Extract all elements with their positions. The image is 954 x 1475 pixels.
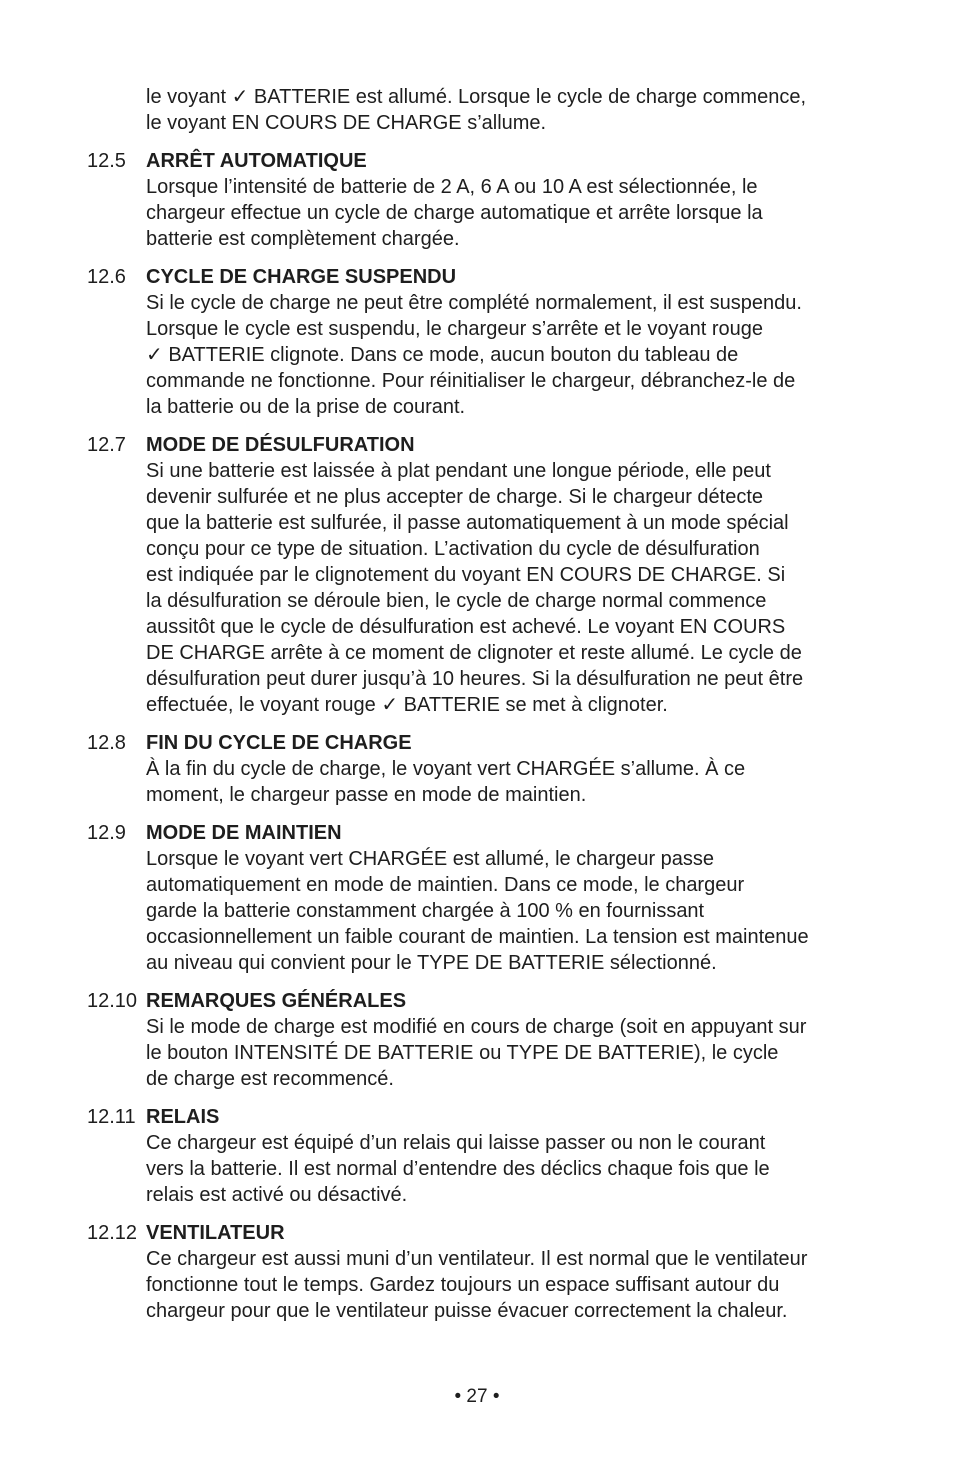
- section-text-line: relais est activé ou désactivé.: [146, 1184, 408, 1206]
- section-text-line: ✓ BATTERIE clignote. Dans ce mode, aucun bouton du tableau de: [146, 344, 739, 366]
- section-text-line: aussitôt que le cycle de désulfuration est achevé. Le voyant EN COURS: [146, 616, 786, 638]
- section-text-line: le bouton INTENSITÉ DE BATTERIE ou TYPE DE BATTERIE), le cycle: [146, 1042, 779, 1064]
- section-text-line: Lorsque le cycle est suspendu, le chargeur s’arrête et le voyant rouge: [146, 318, 764, 340]
- section-text-line: À la fin du cycle de charge, le voyant vert CHARGÉE s’allume. À ce: [146, 758, 746, 780]
- section-title: MODE DE DÉSULFURATION: [146, 434, 415, 456]
- section-title: FIN DU CYCLE DE CHARGE: [146, 732, 412, 754]
- section: [87, 264, 877, 420]
- section-text-line: moment, le chargeur passe en mode de maintien.: [146, 784, 587, 806]
- section-title: MODE DE MAINTIEN: [146, 822, 342, 844]
- section-text-line: vers la batterie. Il est normal d’entendre des déclics chaque fois que le: [146, 1158, 770, 1180]
- section-number: 12.10: [87, 990, 138, 1012]
- intro-line: le voyant EN COURS DE CHARGE s’allume.: [146, 112, 547, 134]
- section-content: [146, 432, 877, 718]
- section: [87, 730, 877, 808]
- section-content: [146, 148, 877, 252]
- section-text-line: automatiquement en mode de maintien. Dans ce mode, le chargeur: [146, 874, 745, 896]
- section-text-line: Si une batterie est laissée à plat pendant une longue période, elle peut: [146, 460, 771, 482]
- section-text-line: chargeur effectue un cycle de charge automatique et arrête lorsque la: [146, 202, 763, 224]
- section-text-line: est indiquée par le clignotement du voyant EN COURS DE CHARGE. Si: [146, 564, 786, 586]
- section: [87, 820, 877, 976]
- section-title: RELAIS: [146, 1106, 220, 1128]
- section-text-line: la batterie ou de la prise de courant.: [146, 396, 466, 418]
- section: [87, 988, 877, 1092]
- section: [87, 1220, 877, 1324]
- section-text-line: Si le cycle de charge ne peut être complété normalement, il est suspendu.: [146, 292, 802, 314]
- section-text-line: Lorsque le voyant vert CHARGÉE est allumé, le chargeur passe: [146, 848, 715, 870]
- intro-paragraph: [146, 84, 876, 136]
- section-number: 12.8: [87, 732, 126, 754]
- section-content: [146, 1104, 877, 1208]
- section-content: [146, 820, 877, 976]
- sections-list: [87, 148, 877, 1336]
- section-text-line: effectuée, le voyant rouge ✓ BATTERIE se met à clignoter.: [146, 694, 668, 716]
- section: [87, 148, 877, 252]
- section-text-line: Ce chargeur est équipé d’un relais qui laisse passer ou non le courant: [146, 1132, 766, 1154]
- section-content: [146, 264, 877, 420]
- section-text-line: conçu pour ce type de situation. L’activation du cycle de désulfuration: [146, 538, 760, 560]
- section-title: VENTILATEUR: [146, 1222, 285, 1244]
- section-content: [146, 730, 877, 808]
- section-number: 12.7: [87, 434, 126, 456]
- section: [87, 432, 877, 718]
- section-number: 12.11: [87, 1106, 136, 1128]
- section-text-line: la désulfuration se déroule bien, le cycle de charge normal commence: [146, 590, 767, 612]
- intro-line: le voyant ✓ BATTERIE est allumé. Lorsque le cycle de charge commence,: [146, 86, 807, 108]
- section-title: REMARQUES GÉNÉRALES: [146, 990, 407, 1012]
- section-number: 12.9: [87, 822, 126, 844]
- section-text-line: de charge est recommencé.: [146, 1068, 394, 1090]
- section-title: ARRÊT AUTOMATIQUE: [146, 150, 367, 172]
- section-title: CYCLE DE CHARGE SUSPENDU: [146, 266, 457, 288]
- section-number: 12.6: [87, 266, 126, 288]
- section-content: [146, 988, 877, 1092]
- section-text-line: Ce chargeur est aussi muni d’un ventilateur. Il est normal que le ventilateur: [146, 1248, 808, 1270]
- section-text-line: commande ne fonctionne. Pour réinitialiser le chargeur, débranchez-le de: [146, 370, 796, 392]
- section-text-line: occasionnellement un faible courant de maintien. La tension est maintenue: [146, 926, 809, 948]
- section: [87, 1104, 877, 1208]
- section-text-line: garde la batterie constamment chargée à 100 % en fournissant: [146, 900, 705, 922]
- section-text-line: chargeur pour que le ventilateur puisse évacuer correctement la chaleur.: [146, 1300, 788, 1322]
- page-number: • 27 •: [454, 1386, 500, 1407]
- section-text-line: désulfuration peut durer jusqu’à 10 heures. Si la désulfuration ne peut être: [146, 668, 804, 690]
- section-text-line: Lorsque l’intensité de batterie de 2 A, 6 A ou 10 A est sélectionnée, le: [146, 176, 758, 198]
- section-number: 12.12: [87, 1222, 138, 1244]
- section-content: [146, 1220, 877, 1324]
- section-text-line: Si le mode de charge est modifié en cours de charge (soit en appuyant sur: [146, 1016, 807, 1038]
- section-number: 12.5: [87, 150, 126, 172]
- section-text-line: fonctionne tout le temps. Gardez toujours un espace suffisant autour du: [146, 1274, 780, 1296]
- section-text-line: au niveau qui convient pour le TYPE DE BATTERIE sélectionné.: [146, 952, 717, 974]
- section-text-line: que la batterie est sulfurée, il passe automatiquement à un mode spécial: [146, 512, 789, 534]
- section-text-line: batterie est complètement chargée.: [146, 228, 460, 250]
- section-text-line: devenir sulfurée et ne plus accepter de charge. Si le chargeur détecte: [146, 486, 764, 508]
- section-text-line: DE CHARGE arrête à ce moment de clignoter et reste allumé. Le cycle de: [146, 642, 802, 664]
